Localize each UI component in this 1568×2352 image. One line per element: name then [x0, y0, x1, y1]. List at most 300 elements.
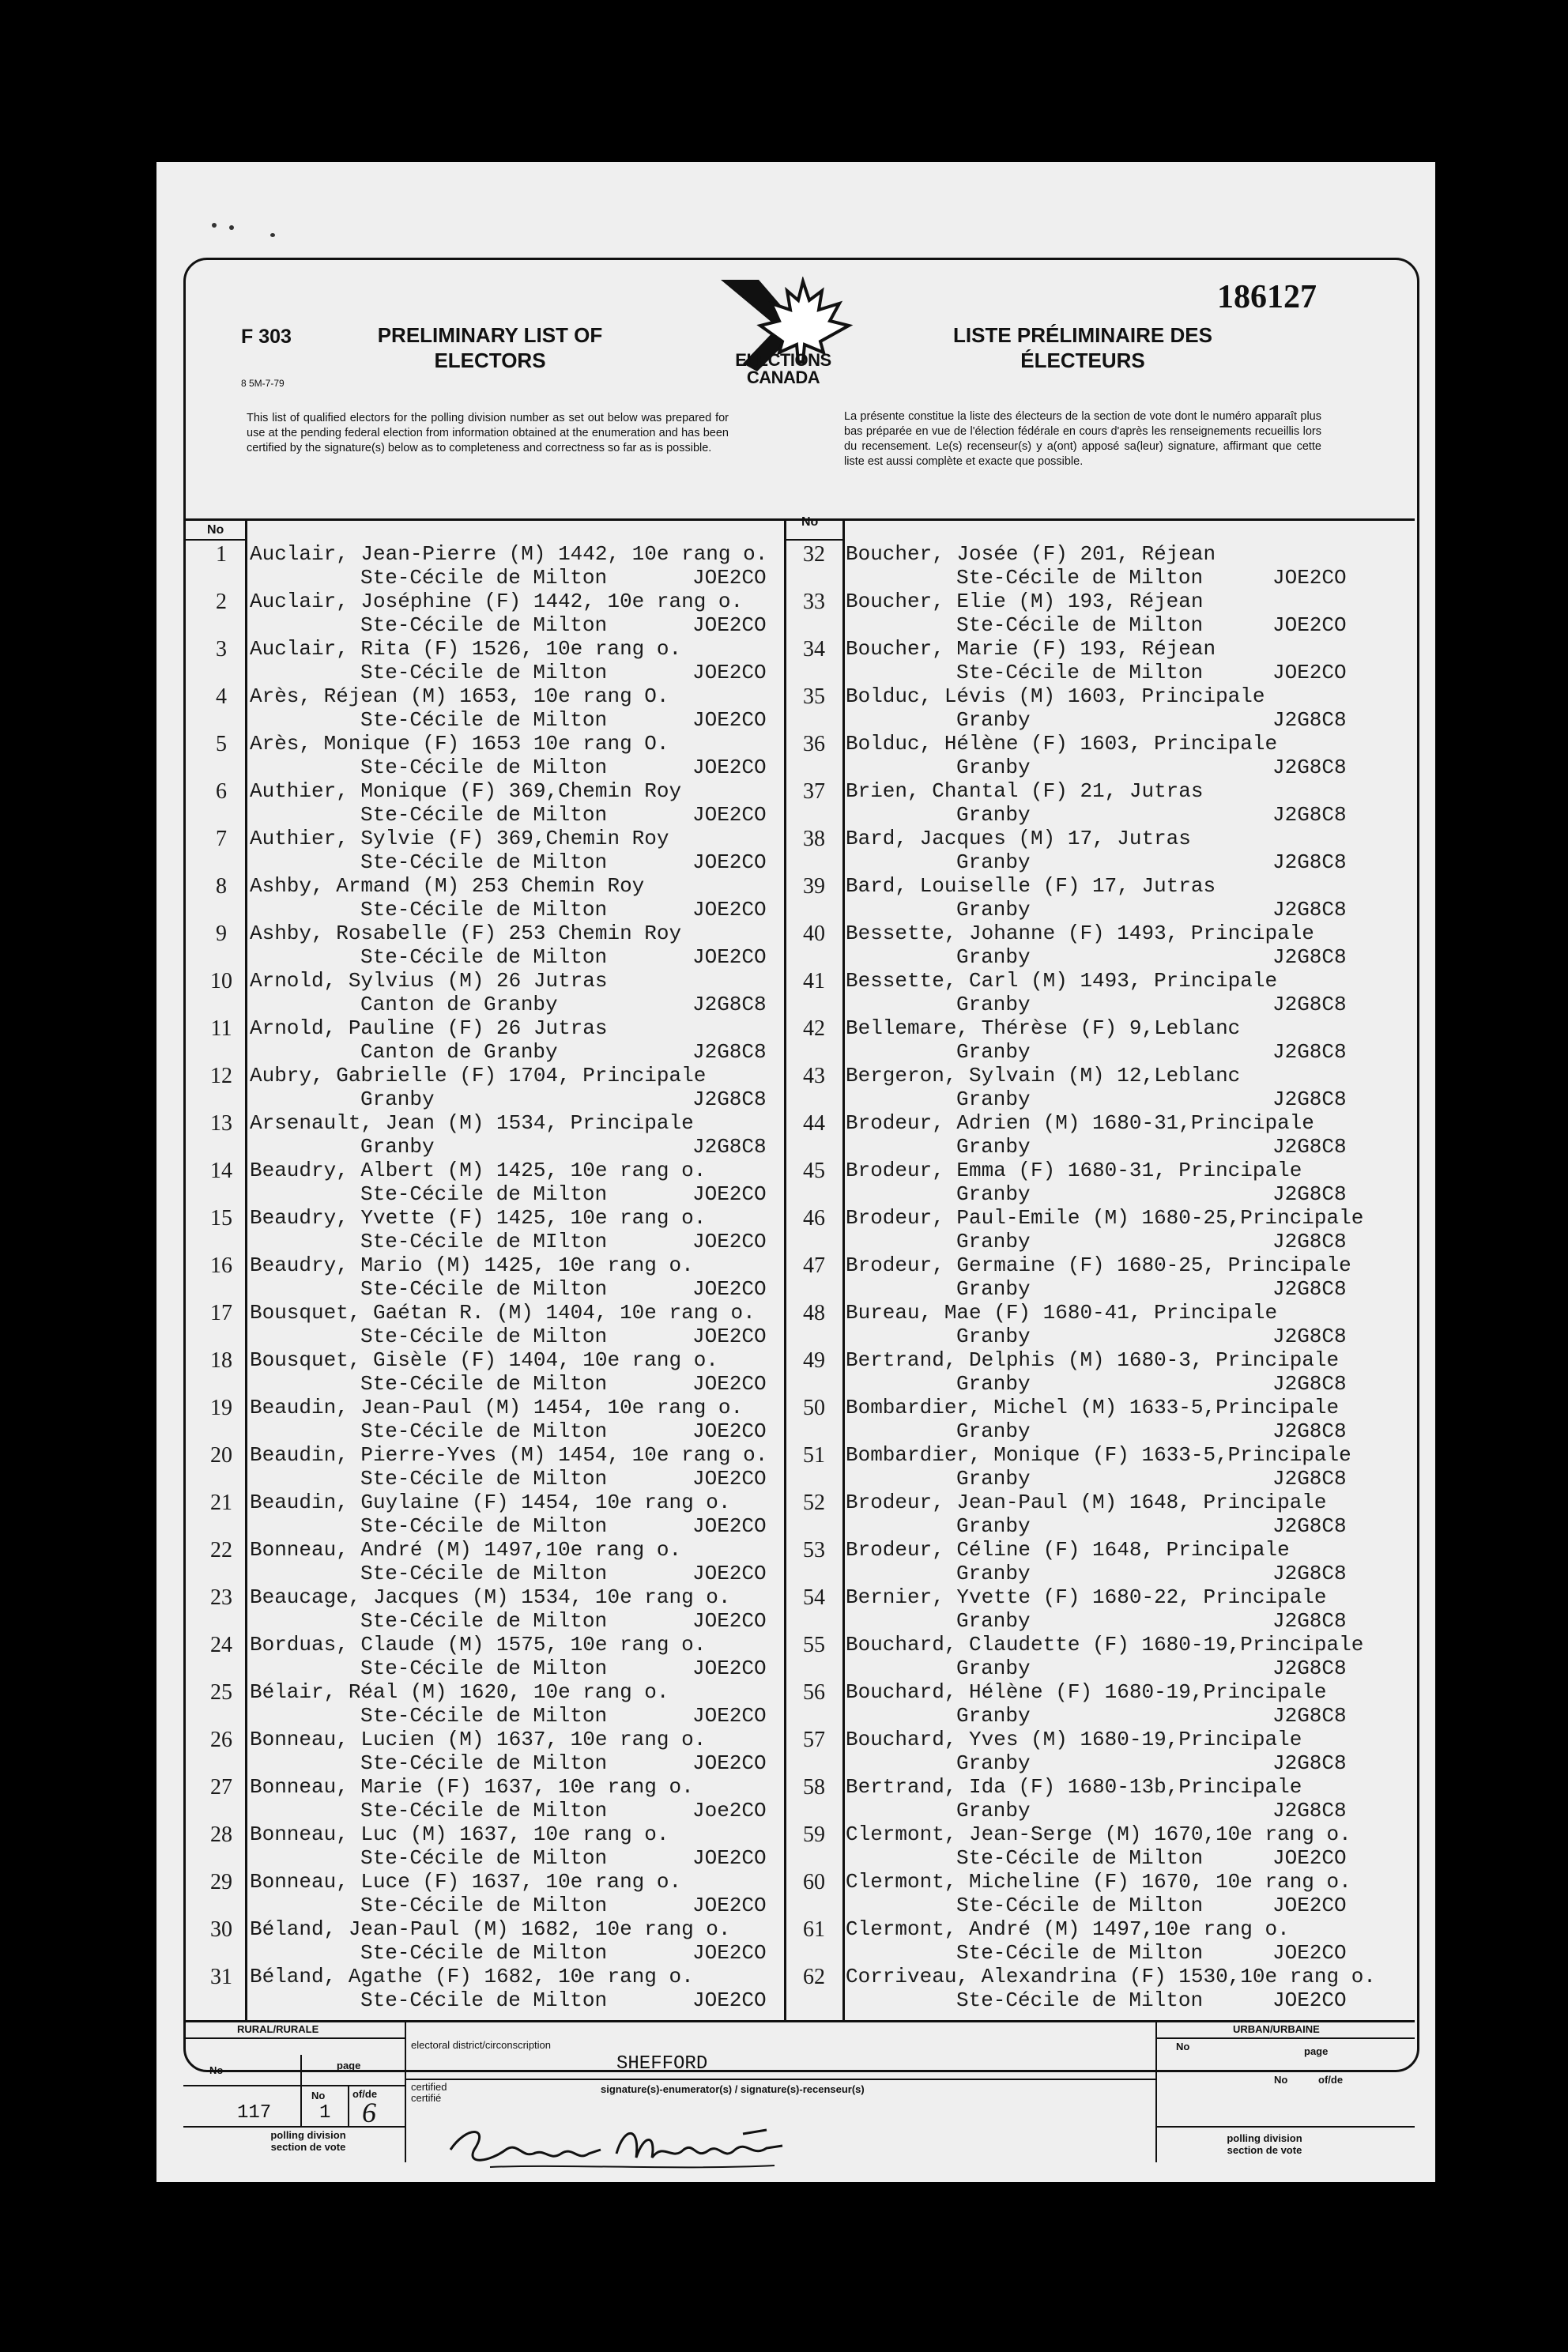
elector-municipality: Granby: [956, 945, 1031, 969]
elector-name-address: Bolduc, Lévis (M) 1603, Principale: [846, 684, 1265, 708]
elector-number: 36: [803, 732, 825, 756]
elector-municipality: Ste-Cécile de Milton: [360, 1657, 608, 1680]
right-no-column-divider: [842, 518, 845, 2020]
elector-postal-code: J2G8C8: [1272, 898, 1347, 922]
elector-name-address: Ashby, Armand (M) 253 Chemin Roy: [250, 874, 645, 898]
elector-entry: [250, 1111, 779, 1159]
urban-label: URBAN/URBAINE: [1233, 2023, 1320, 2035]
elector-name-address: Beaudry, Mario (M) 1425, 10e rang o.: [250, 1253, 694, 1277]
elector-number: 57: [803, 1728, 825, 1752]
elector-postal-code: JOE2CO: [692, 1230, 767, 1253]
elector-number: 28: [210, 1822, 232, 1847]
elector-entry: [846, 1633, 1364, 1680]
elector-municipality: Canton de Granby: [360, 1040, 558, 1064]
elector-number: 45: [803, 1159, 825, 1183]
elector-postal-code: JOE2CO: [1272, 1941, 1347, 1965]
elector-number: 56: [803, 1680, 825, 1705]
elector-postal-code: JOE2CO: [692, 945, 767, 969]
elector-name-address: Béland, Agathe (F) 1682, 10e rang o.: [250, 1965, 694, 1988]
elector-municipality: Granby: [956, 1040, 1031, 1064]
elector-number: 9: [216, 922, 227, 946]
elector-number: 58: [803, 1775, 825, 1800]
elector-municipality: Ste-Cécile de Milton: [956, 1894, 1204, 1917]
elector-name-address: Bombardier, Michel (M) 1633-5,Principale: [846, 1396, 1340, 1419]
rural-label: RURAL/RURALE: [237, 2023, 319, 2035]
elector-entry: [250, 1206, 779, 1253]
elector-number: 55: [803, 1633, 825, 1657]
elector-municipality: Granby: [956, 1372, 1031, 1396]
elector-postal-code: JOE2CO: [1272, 1988, 1347, 2012]
elector-name-address: Bertrand, Delphis (M) 1680-3, Principale: [846, 1348, 1340, 1372]
elector-entry: [250, 827, 779, 874]
elector-postal-code: J2G8C8: [1272, 803, 1347, 827]
elector-municipality: Granby: [956, 1514, 1031, 1538]
elector-postal-code: J2G8C8: [1272, 1419, 1347, 1443]
signature-label: signature(s)-enumerator(s) / signature(s)-recenseur(s): [601, 2083, 865, 2095]
elector-entry: [250, 1538, 779, 1585]
elector-entry: [846, 1680, 1359, 1728]
elector-postal-code: JOE2CO: [692, 1182, 767, 1206]
elector-name-address: Bolduc, Hélène (F) 1603, Principale: [846, 732, 1278, 756]
elector-entry: [846, 1301, 1359, 1348]
elector-entry: [250, 1159, 779, 1206]
elector-name-address: Authier, Monique (F) 369,Chemin Roy: [250, 779, 682, 803]
elector-municipality: Ste-Cécile de Milton: [360, 850, 608, 874]
elector-postal-code: J2G8C8: [1272, 1467, 1347, 1491]
elector-municipality: Ste-Cécile de Milton: [360, 1704, 608, 1728]
elector-entry: [250, 637, 779, 684]
elector-postal-code: JOE2CO: [692, 708, 767, 732]
elector-number: 30: [210, 1917, 232, 1942]
elector-entry: [250, 1917, 779, 1965]
elector-name-address: Clermont, André (M) 1497,10e rang o.: [846, 1917, 1290, 1941]
elector-name-address: Bélair, Réal (M) 1620, 10e rang o.: [250, 1680, 669, 1704]
elector-municipality: Ste-Cécile de Milton: [956, 613, 1204, 637]
elector-number: 32: [803, 542, 825, 567]
elector-municipality: Ste-Cécile de Milton: [956, 1988, 1204, 2012]
elector-name-address: Brien, Chantal (F) 21, Jutras: [846, 779, 1204, 803]
elector-municipality: Granby: [956, 850, 1031, 874]
elector-postal-code: J2G8C8: [692, 1040, 767, 1064]
certified-label: certified certifié: [411, 2081, 447, 2104]
right-no-header: No: [801, 515, 819, 529]
elector-name-address: Auclair, Jean-Pierre (M) 1442, 10e rang o.: [250, 542, 768, 566]
elector-entry: [250, 590, 779, 637]
center-column-divider: [784, 518, 786, 2020]
elector-number: 2: [216, 590, 227, 614]
elector-name-address: Bellemare, Thérèse (F) 9,Leblanc: [846, 1016, 1241, 1040]
elector-name-address: Clermont, Micheline (F) 1670, 10e rang o.: [846, 1870, 1351, 1894]
elector-name-address: Boucher, Marie (F) 193, Réjean: [846, 637, 1216, 661]
elector-name-address: Bombardier, Monique (F) 1633-5,Principale: [846, 1443, 1351, 1467]
elector-postal-code: J2G8C8: [1272, 756, 1347, 779]
elector-postal-code: J2G8C8: [1272, 1751, 1347, 1775]
elector-municipality: Ste-Cécile de Milton: [360, 898, 608, 922]
rural-page-vdivider: [300, 2055, 302, 2126]
district-label: electoral district/circonscription: [411, 2039, 552, 2051]
elector-number: 34: [803, 637, 825, 662]
elector-number: 14: [210, 1159, 232, 1183]
elector-number: 19: [210, 1396, 232, 1420]
elector-entry: [846, 969, 1359, 1016]
elector-postal-code: JOE2CO: [692, 1419, 767, 1443]
elector-entry: [846, 1253, 1359, 1301]
elector-number: 47: [803, 1253, 825, 1278]
elector-name-address: Arsenault, Jean (M) 1534, Principale: [250, 1111, 694, 1135]
elector-number: 25: [210, 1680, 232, 1705]
title-english: PRELIMINARY LIST OF ELECTORS: [377, 323, 603, 372]
elector-name-address: Bard, Louiselle (F) 17, Jutras: [846, 874, 1216, 898]
elector-number: 43: [803, 1064, 825, 1088]
elector-number: 44: [803, 1111, 825, 1136]
elector-municipality: Canton de Granby: [360, 993, 558, 1016]
page-total: 6: [362, 2097, 376, 2128]
elector-postal-code: J2G8C8: [1272, 1704, 1347, 1728]
district-value: SHEFFORD: [616, 2053, 708, 2075]
elector-number: 5: [216, 732, 227, 756]
elector-municipality: Granby: [956, 1467, 1031, 1491]
elector-postal-code: J2G8C8: [1272, 1087, 1347, 1111]
polling-division-number: 117: [237, 2102, 272, 2124]
elector-name-address: Brodeur, Emma (F) 1680-31, Principale: [846, 1159, 1302, 1182]
elector-number: 51: [803, 1443, 825, 1468]
elector-number: 48: [803, 1301, 825, 1325]
elector-municipality: Ste-Cécile de Milton: [360, 1846, 608, 1870]
elector-postal-code: J2G8C8: [1272, 850, 1347, 874]
elector-entry: [846, 1822, 1359, 1870]
rural-page-no-label: No: [311, 2090, 326, 2101]
elector-municipality: Granby: [956, 1419, 1031, 1443]
district-divider: [405, 2079, 1155, 2080]
elector-municipality: Granby: [956, 1609, 1031, 1633]
elector-postal-code: J2G8C8: [1272, 708, 1347, 732]
elector-postal-code: JOE2CO: [692, 803, 767, 827]
elector-name-address: Boucher, Elie (M) 193, Réjean: [846, 590, 1204, 613]
elector-postal-code: J2G8C8: [1272, 1799, 1347, 1822]
elector-municipality: Ste-Cécile de Milton: [956, 566, 1204, 590]
elector-postal-code: J2G8C8: [1272, 1562, 1347, 1585]
elector-entry: [846, 1206, 1364, 1253]
elector-postal-code: JOE2CO: [692, 613, 767, 637]
elector-name-address: Bergeron, Sylvain (M) 12,Leblanc: [846, 1064, 1241, 1087]
elector-number: 35: [803, 684, 825, 709]
elector-postal-code: Joe2CO: [692, 1799, 767, 1822]
elector-postal-code: JOE2CO: [692, 1657, 767, 1680]
elector-name-address: Beaudry, Albert (M) 1425, 10e rang o.: [250, 1159, 707, 1182]
elector-municipality: Granby: [956, 993, 1031, 1016]
elector-number: 12: [210, 1064, 232, 1088]
elector-postal-code: JOE2CO: [692, 1704, 767, 1728]
elector-entry: [250, 874, 779, 922]
elector-name-address: Bureau, Mae (F) 1680-41, Principale: [846, 1301, 1278, 1325]
elector-postal-code: J2G8C8: [1272, 1609, 1347, 1633]
elector-number: 52: [803, 1491, 825, 1515]
elector-municipality: Ste-Cécile de Milton: [956, 1941, 1204, 1965]
elector-municipality: Granby: [956, 1751, 1031, 1775]
elector-number: 54: [803, 1585, 825, 1610]
elector-municipality: Ste-Cécile de Milton: [360, 1941, 608, 1965]
elector-entry: [250, 1870, 779, 1917]
elector-name-address: Bertrand, Ida (F) 1680-13b,Principale: [846, 1775, 1302, 1799]
elector-number: 15: [210, 1206, 232, 1231]
elector-postal-code: JOE2CO: [692, 566, 767, 590]
elector-postal-code: J2G8C8: [692, 1135, 767, 1159]
elector-number: 42: [803, 1016, 825, 1041]
rural-of-vdivider: [348, 2085, 349, 2126]
elector-postal-code: JOE2CO: [692, 1846, 767, 1870]
elector-entry: [250, 1064, 779, 1111]
elector-entry: [846, 1917, 1359, 1965]
elector-name-address: Béland, Jean-Paul (M) 1682, 10e rang o.: [250, 1917, 731, 1941]
elector-municipality: Ste-Cécile de Milton: [360, 1182, 608, 1206]
elector-number: 4: [216, 684, 227, 709]
elector-postal-code: JOE2CO: [1272, 566, 1347, 590]
rural-box-divider: [405, 2020, 406, 2162]
elector-postal-code: JOE2CO: [692, 1467, 767, 1491]
elector-municipality: Ste-Cécile de Milton: [360, 1894, 608, 1917]
elector-entry: [846, 1016, 1359, 1064]
urban-page-no-label: No: [1274, 2074, 1288, 2086]
elector-postal-code: JOE2CO: [692, 1514, 767, 1538]
elector-entry: [846, 732, 1359, 779]
elector-municipality: Ste-Cécile de Milton: [360, 1988, 608, 2012]
elector-municipality: Ste-Cécile de Milton: [360, 1467, 608, 1491]
elector-name-address: Arnold, Pauline (F) 26 Jutras: [250, 1016, 608, 1040]
elector-postal-code: JOE2CO: [692, 850, 767, 874]
elector-municipality: Granby: [956, 1704, 1031, 1728]
rural-of-label: of/de: [352, 2088, 378, 2100]
rural-page-label: page: [337, 2060, 361, 2071]
elector-municipality: Ste-Cécile de Milton: [360, 708, 608, 732]
urban-box-divider: [1155, 2020, 1157, 2162]
elector-number: 3: [216, 637, 227, 662]
elector-entry: [846, 874, 1359, 922]
elector-name-address: Ashby, Rosabelle (F) 253 Chemin Roy: [250, 922, 682, 945]
elector-municipality: Granby: [956, 803, 1031, 827]
elector-municipality: Ste-Cécile de Milton: [360, 566, 608, 590]
elector-number: 53: [803, 1538, 825, 1562]
elector-name-address: Brodeur, Céline (F) 1648, Principale: [846, 1538, 1290, 1562]
table-top-border: [183, 518, 1415, 521]
elector-number: 23: [210, 1585, 232, 1610]
elector-name-address: Bouchard, Yves (M) 1680-19,Principale: [846, 1728, 1302, 1751]
elector-number: 60: [803, 1870, 825, 1894]
elector-name-address: Bouchard, Claudette (F) 1680-19,Principale: [846, 1633, 1364, 1657]
elector-postal-code: J2G8C8: [1272, 1325, 1347, 1348]
elector-municipality: Granby: [956, 1799, 1031, 1822]
elector-municipality: Ste-Cécile de MIlton: [360, 1230, 608, 1253]
elector-entry: [250, 1585, 779, 1633]
elector-municipality: Ste-Cécile de Milton: [360, 1325, 608, 1348]
elector-postal-code: JOE2CO: [692, 1941, 767, 1965]
elector-municipality: Granby: [956, 1325, 1031, 1348]
elector-entry: [846, 1443, 1359, 1491]
form-code: F 303: [241, 326, 292, 348]
elector-number: 38: [803, 827, 825, 851]
elector-postal-code: JOE2CO: [692, 1609, 767, 1633]
rural-no-label: No: [209, 2064, 224, 2076]
elector-entry: [250, 1301, 779, 1348]
elector-municipality: Ste-Cécile de Milton: [956, 1846, 1204, 1870]
dust-speck: [229, 225, 234, 230]
elector-number: 37: [803, 779, 825, 804]
elector-number: 41: [803, 969, 825, 993]
elector-name-address: Corriveau, Alexandrina (F) 1530,10e rang o.: [846, 1965, 1376, 1988]
elector-entry: [250, 1822, 779, 1870]
elector-municipality: Granby: [956, 708, 1031, 732]
right-no-header-line: [784, 539, 844, 541]
elector-number: 39: [803, 874, 825, 899]
elector-municipality: Granby: [956, 1562, 1031, 1585]
elector-number: 21: [210, 1491, 232, 1515]
serial-number: 186127: [1217, 279, 1317, 315]
elector-municipality: Ste-Cécile de Milton: [360, 1277, 608, 1301]
elector-entry: [846, 1775, 1359, 1822]
elector-number: 33: [803, 590, 825, 614]
elector-name-address: Brodeur, Paul-Emile (M) 1680-25,Principale: [846, 1206, 1364, 1230]
elector-entry: [846, 1491, 1359, 1538]
elector-number: 7: [216, 827, 227, 851]
elector-entry: [250, 969, 779, 1016]
elector-entry: [846, 1965, 1376, 2012]
elector-number: 8: [216, 874, 227, 899]
elector-number: 16: [210, 1253, 232, 1278]
urban-divider: [1155, 2037, 1415, 2039]
elector-municipality: Ste-Cécile de Milton: [360, 1751, 608, 1775]
elector-entry: [846, 542, 1359, 590]
elector-name-address: Authier, Sylvie (F) 369,Chemin Roy: [250, 827, 669, 850]
elector-number: 20: [210, 1443, 232, 1468]
elector-entry: [250, 1491, 779, 1538]
urban-page-label: page: [1304, 2045, 1329, 2057]
elector-municipality: Ste-Cécile de Milton: [956, 661, 1204, 684]
elector-name-address: Bonneau, Luc (M) 1637, 10e rang o.: [250, 1822, 669, 1846]
elector-name-address: Bessette, Carl (M) 1493, Principale: [846, 969, 1278, 993]
elector-number: 1: [216, 542, 227, 567]
elector-municipality: Ste-Cécile de Milton: [360, 661, 608, 684]
elector-municipality: Ste-Cécile de Milton: [360, 1419, 608, 1443]
intro-english: This list of qualified electors for the polling division number as set out below was prepared for use at the pending federal election from information obtained at the enumeration and has been certified by the signature(s) below as to completeness and correctness so far as is possible.: [247, 412, 729, 454]
elector-postal-code: J2G8C8: [1272, 1372, 1347, 1396]
elector-name-address: Arès, Monique (F) 1653 10e rang O.: [250, 732, 669, 756]
elector-number: 24: [210, 1633, 232, 1657]
elector-municipality: Ste-Cécile de Milton: [360, 1562, 608, 1585]
urban-no-label: No: [1176, 2041, 1190, 2052]
elector-entry: [846, 1585, 1359, 1633]
enumerator-signature: [443, 2118, 790, 2173]
elector-municipality: Granby: [956, 1657, 1031, 1680]
elector-name-address: Beaudry, Yvette (F) 1425, 10e rang o.: [250, 1206, 707, 1230]
dust-speck: [212, 223, 217, 228]
elector-entry: [250, 1775, 779, 1822]
rural-divider: [183, 2037, 405, 2039]
elector-number: 22: [210, 1538, 232, 1562]
elector-number: 6: [216, 779, 227, 804]
page-number: 1: [319, 2102, 331, 2124]
elector-municipality: Ste-Cécile de Milton: [360, 613, 608, 637]
elector-municipality: Granby: [956, 1277, 1031, 1301]
elector-number: 62: [803, 1965, 825, 1989]
rural-page-divider: [183, 2085, 405, 2086]
elector-number: 50: [803, 1396, 825, 1420]
elector-postal-code: JOE2CO: [692, 756, 767, 779]
elector-postal-code: JOE2CO: [692, 1277, 767, 1301]
elector-postal-code: J2G8C8: [1272, 1277, 1347, 1301]
elector-name-address: Auclair, Joséphine (F) 1442, 10e rang o.: [250, 590, 744, 613]
elector-name-address: Borduas, Claude (M) 1575, 10e rang o.: [250, 1633, 707, 1657]
elector-entry: [846, 1111, 1359, 1159]
elector-number: 26: [210, 1728, 232, 1752]
elector-entry: [250, 779, 779, 827]
elector-name-address: Bessette, Johanne (F) 1493, Principale: [846, 922, 1314, 945]
elector-name-address: Beaudin, Jean-Paul (M) 1454, 10e rang o.: [250, 1396, 744, 1419]
elector-postal-code: J2G8C8: [1272, 1514, 1347, 1538]
elector-entry: [250, 1680, 779, 1728]
elector-entry: [846, 1728, 1359, 1775]
elector-name-address: Clermont, Jean-Serge (M) 1670,10e rang o.: [846, 1822, 1351, 1846]
elector-name-address: Beaudin, Pierre-Yves (M) 1454, 10e rang o.: [250, 1443, 768, 1467]
elector-municipality: Ste-Cécile de Milton: [360, 1799, 608, 1822]
elector-entry: [846, 1396, 1359, 1443]
elector-entry: [250, 684, 779, 732]
elector-postal-code: J2G8C8: [1272, 1230, 1347, 1253]
elector-postal-code: JOE2CO: [692, 1988, 767, 2012]
elector-entry: [846, 1064, 1359, 1111]
elector-name-address: Boucher, Josée (F) 201, Réjean: [846, 542, 1216, 566]
elector-entry: [846, 590, 1359, 637]
elector-name-address: Brodeur, Germaine (F) 1680-25, Principale: [846, 1253, 1351, 1277]
elector-name-address: Beaudin, Guylaine (F) 1454, 10e rang o.: [250, 1491, 731, 1514]
elector-number: 18: [210, 1348, 232, 1373]
urban-of-label: of/de: [1318, 2074, 1344, 2086]
left-no-header-line: [183, 539, 247, 541]
elector-number: 61: [803, 1917, 825, 1942]
elector-postal-code: JOE2CO: [1272, 661, 1347, 684]
elector-postal-code: J2G8C8: [1272, 1657, 1347, 1680]
elector-name-address: Beaucage, Jacques (M) 1534, 10e rang o.: [250, 1585, 731, 1609]
title-french: LISTE PRÉLIMINAIRE DES ÉLECTEURS: [953, 323, 1212, 372]
elector-entry: [250, 1348, 779, 1396]
elector-municipality: Ste-Cécile de Milton: [360, 1372, 608, 1396]
elector-name-address: Brodeur, Jean-Paul (M) 1648, Principale: [846, 1491, 1327, 1514]
elector-postal-code: J2G8C8: [1272, 1040, 1347, 1064]
elector-number: 11: [210, 1016, 232, 1041]
elector-postal-code: JOE2CO: [1272, 613, 1347, 637]
elector-postal-code: J2G8C8: [1272, 1135, 1347, 1159]
elector-postal-code: JOE2CO: [692, 1894, 767, 1917]
elector-postal-code: JOE2CO: [692, 898, 767, 922]
elector-number: 17: [210, 1301, 232, 1325]
elector-postal-code: JOE2CO: [692, 1372, 767, 1396]
elector-name-address: Bouchard, Hélène (F) 1680-19,Principale: [846, 1680, 1327, 1704]
elector-entry: [250, 1253, 779, 1301]
elector-entry: [846, 1348, 1359, 1396]
elector-entry: [250, 1016, 779, 1064]
elector-postal-code: J2G8C8: [1272, 1182, 1347, 1206]
elector-entry: [250, 1396, 779, 1443]
elector-name-address: Bernier, Yvette (F) 1680-22, Principale: [846, 1585, 1327, 1609]
elector-municipality: Granby: [956, 1230, 1031, 1253]
urban-polling-label: polling division section de vote: [1227, 2132, 1302, 2156]
elector-entry: [846, 779, 1359, 827]
elector-municipality: Ste-Cécile de Milton: [360, 756, 608, 779]
elector-entry: [846, 827, 1359, 874]
elector-entry: [250, 1633, 779, 1680]
elector-entry: [250, 732, 779, 779]
elector-number: 59: [803, 1822, 825, 1847]
elector-number: 49: [803, 1348, 825, 1373]
elector-postal-code: J2G8C8: [692, 993, 767, 1016]
